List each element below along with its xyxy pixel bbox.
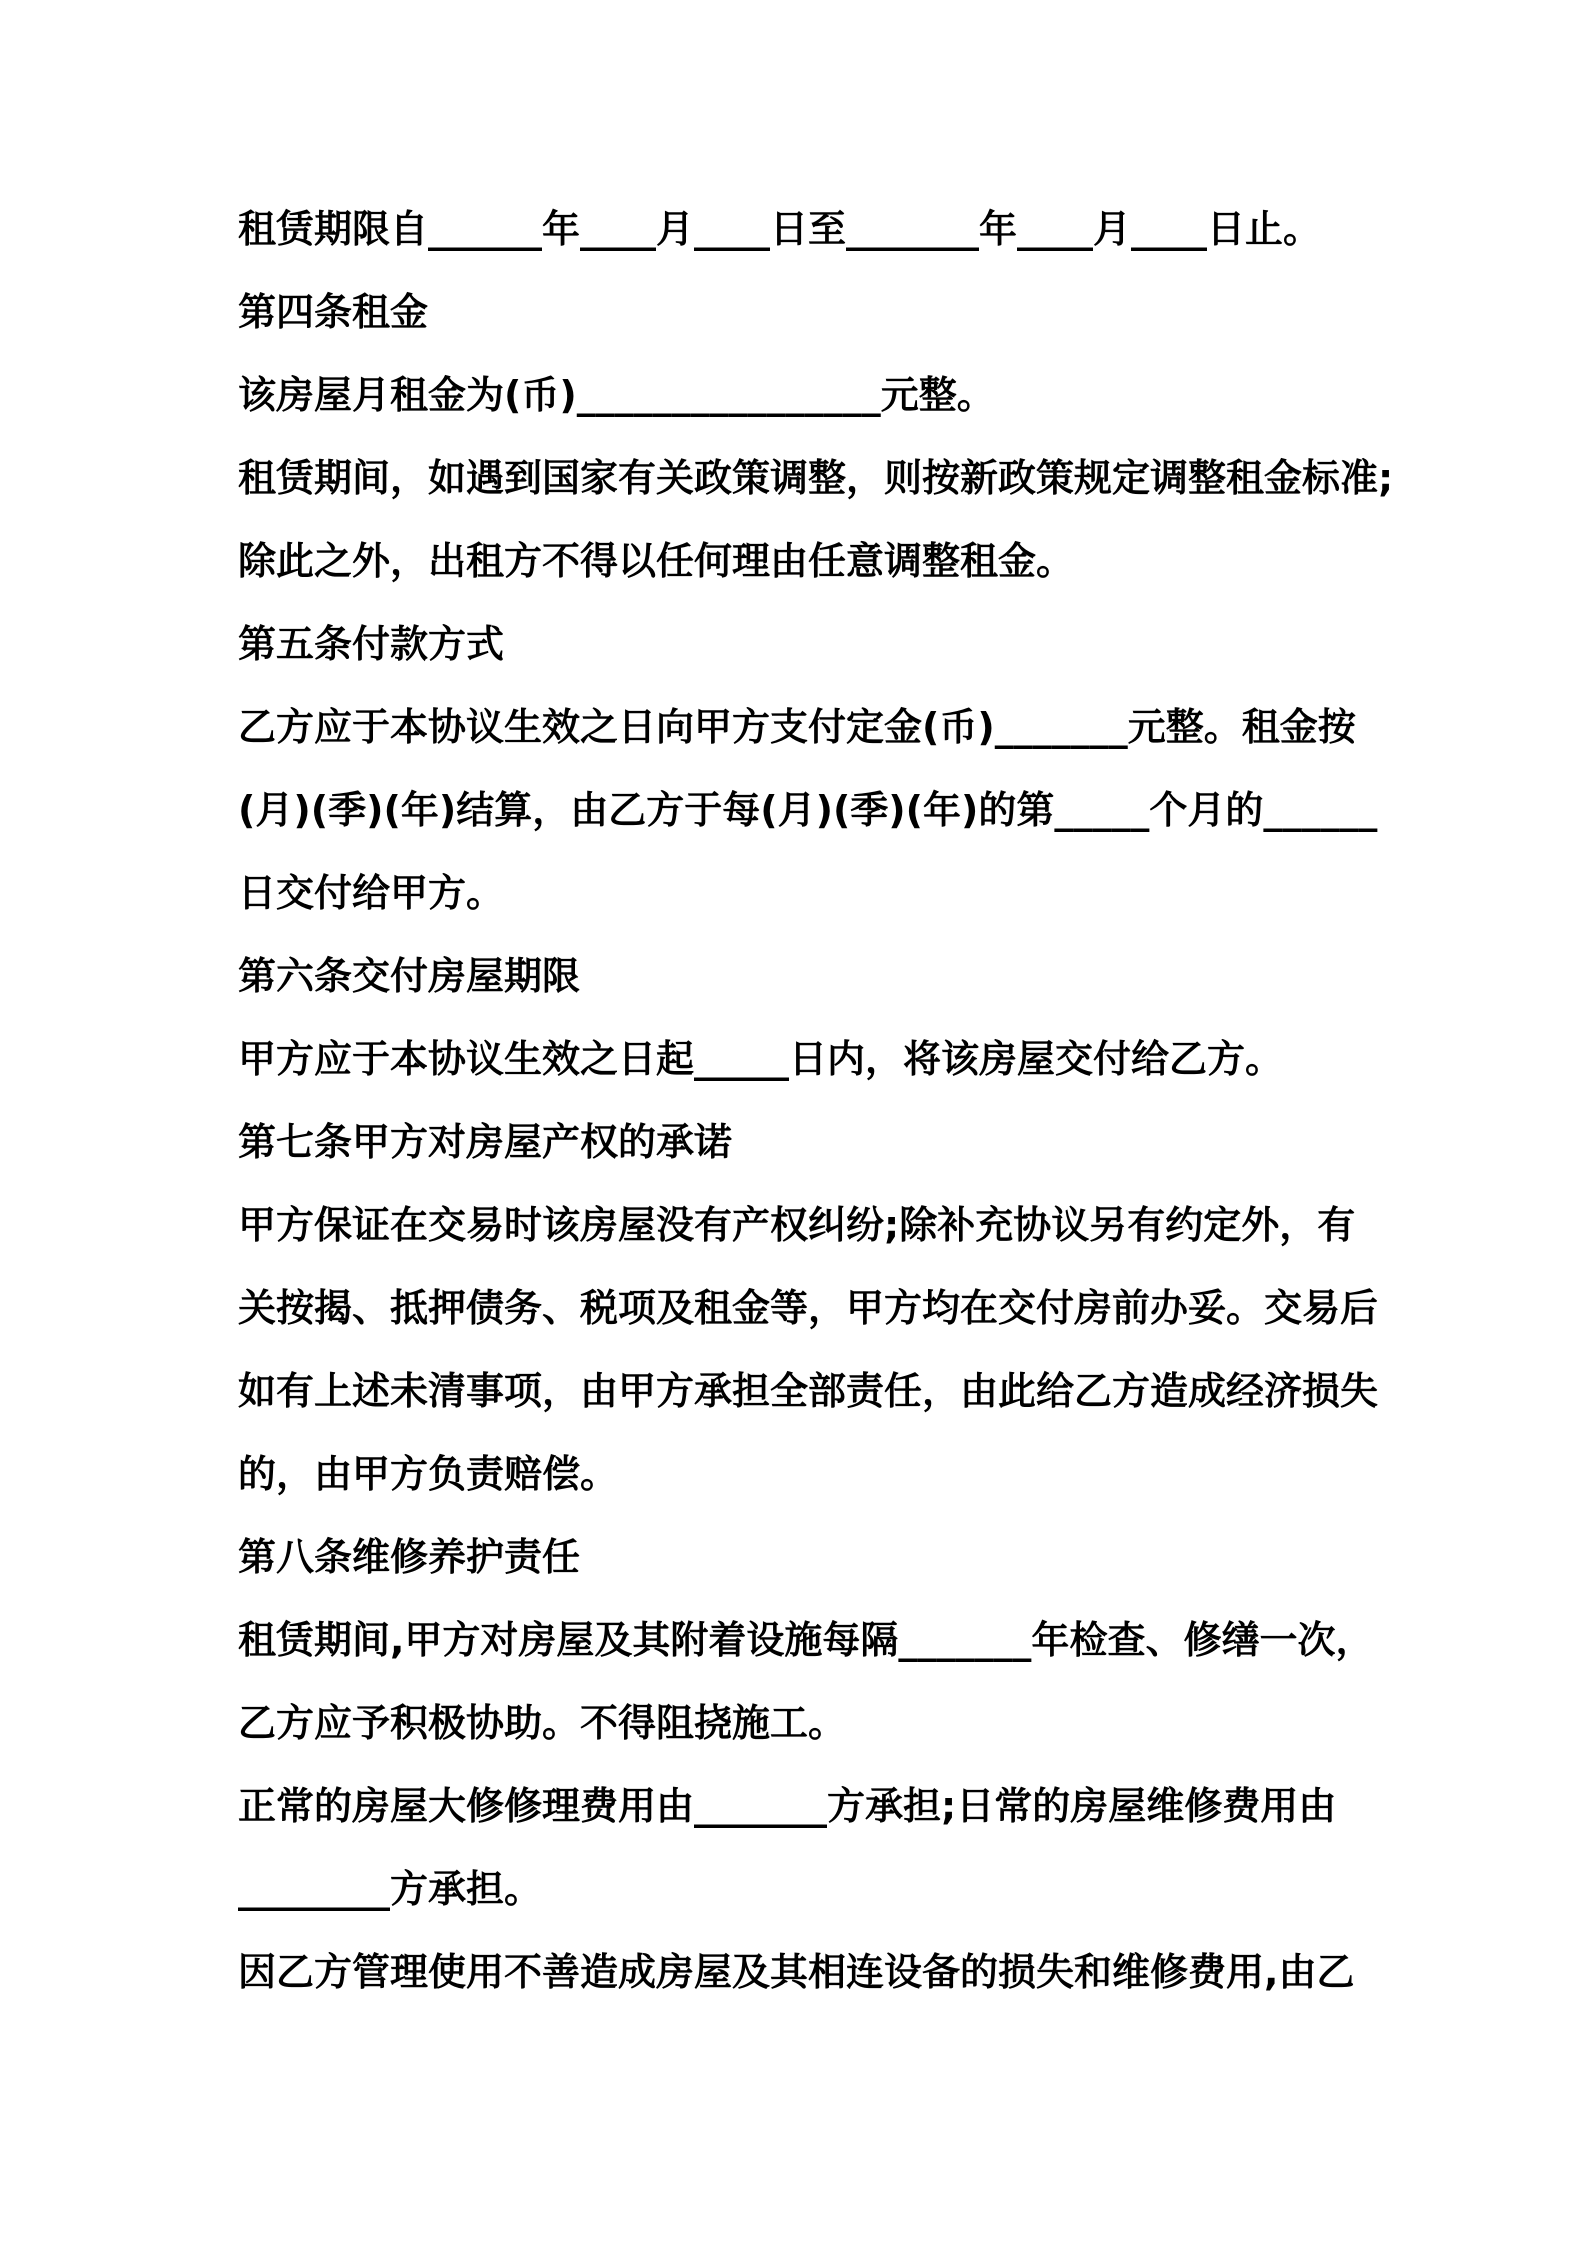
clause-heading: 第六条交付房屋期限	[238, 954, 581, 998]
clause-heading: 第七条甲方对房屋产权的承诺	[238, 1120, 733, 1164]
doc-line: 甲方保证在交易时该房屋没有产权纠纷;除补充协议另有约定外，有	[238, 1203, 1356, 1247]
doc-line: 正常的房屋大修修理费用由_______方承担;日常的房屋维修费用由	[238, 1784, 1337, 1828]
contract-text	[238, 188, 1394, 2014]
doc-line: 租赁期间,甲方对房屋及其附着设施每隔_______年检查、修缮一次，	[238, 1618, 1374, 1662]
doc-line: 因乙方管理使用不善造成房屋及其相连设备的损失和维修费用,由乙	[238, 1950, 1355, 1994]
doc-line: 租赁期间，如遇到国家有关政策调整，则按新政策规定调整租金标准;	[238, 456, 1394, 500]
doc-line: 乙方应于本协议生效之日向甲方支付定金(币)_______元整。租金按	[238, 705, 1356, 749]
doc-line: 如有上述未清事项，由甲方承担全部责任，由此给乙方造成经济损失	[238, 1369, 1379, 1413]
doc-line: 的，由甲方负责赔偿。	[238, 1452, 619, 1496]
doc-line: (月)(季)(年)结算，由乙方于每(月)(季)(年)的第_____个月的______	[238, 788, 1378, 832]
clause-heading: 第八条维修养护责任	[238, 1535, 581, 1579]
doc-line: 甲方应于本协议生效之日起_____日内，将该房屋交付给乙方。	[238, 1037, 1284, 1081]
doc-line: 乙方应予积极协助。不得阻挠施工。	[238, 1701, 847, 1745]
clause-heading: 第五条付款方式	[238, 622, 505, 666]
doc-line: ________方承担。	[238, 1867, 543, 1911]
doc-line: 租赁期限自______年____月____日至_______年____月____日止。	[238, 207, 1322, 251]
doc-line: 除此之外，出租方不得以任何理由任意调整租金。	[238, 539, 1075, 583]
doc-line: 该房屋月租金为(币)________________元整。	[238, 373, 995, 417]
clause-heading: 第四条租金	[238, 290, 429, 334]
doc-line: 关按揭、抵押债务、税项及租金等，甲方均在交付房前办妥。交易后	[238, 1286, 1379, 1330]
doc-line: 日交付给甲方。	[238, 871, 505, 915]
